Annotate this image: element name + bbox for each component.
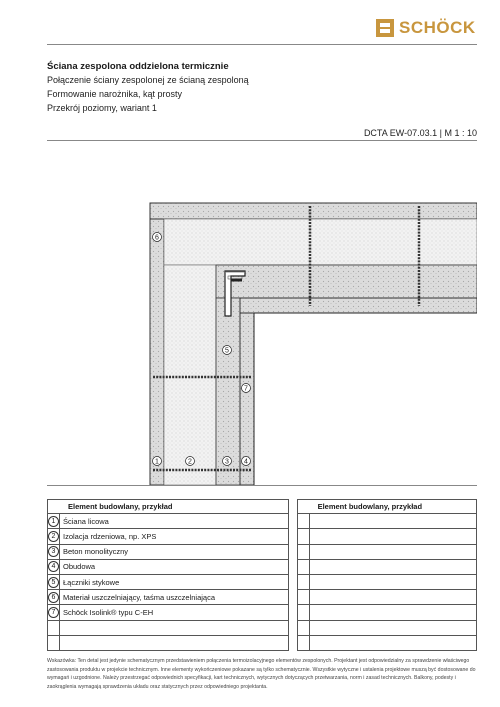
marker-4-label: 4 (244, 458, 248, 466)
facing-wall-left (150, 219, 164, 485)
legend-num: 1 (48, 516, 59, 527)
legend-row-empty (48, 620, 477, 635)
subtitle-connection: Połączenie ściany zespolonej ze ścianą zespoloną (47, 75, 249, 85)
subtitle-section: Przekrój poziomy, wariant 1 (47, 103, 157, 113)
schoeck-logo-icon (376, 19, 394, 37)
legend-row (48, 544, 477, 559)
marker-3-label: 3 (225, 458, 229, 466)
marker-5-label: 5 (225, 347, 229, 355)
drawing-bottom-rule (47, 485, 477, 486)
insulation-top (164, 219, 477, 265)
drawing-reference: DCTA EW-07.03.1 | M 1 : 10 (363, 128, 477, 138)
legend-row (48, 605, 477, 620)
marker-7-label: 7 (244, 385, 248, 393)
legend-num: 7 (48, 607, 59, 618)
legend-num: 4 (48, 561, 59, 572)
insulation-left (164, 265, 216, 485)
brand-name: SCHÖCK (399, 18, 476, 37)
legend-num: 2 (48, 531, 59, 542)
inner-wall-top (240, 298, 477, 313)
marker-2-label: 2 (188, 458, 192, 466)
legend-label: Izolacja rdzeniowa, np. XPS (60, 529, 289, 544)
footnote: Wskazówka: Ten detal jest jedynie schematycznym przedstawieniem połączenia termoizolacyjnego elementów zespolonych. Projektant jest odpowiedzialny za sprawdzenie właściwego zastosowania produktu w projekcie technicznym. Inne elementy wykończeniowe pokazane są tylko schematycznie. Wszystkie wytyczne i ustalenia projektowe muszą być dostosowane do wymagań i uzgodnione. Należy przestrzegać odpowiednich specyfikacji, kart technicznych, wytycznych dotyczących przetwarzania, norm i zasad technicznych. Balkony, podesty i zaokrąglenia wymagają sprawdzenia układu oraz statycznych przez odpowiedniego projektanta. (47, 658, 476, 690)
header-divider (47, 44, 477, 45)
legend-label: Beton monolityczny (60, 544, 289, 559)
page-title: Ściana zespolona oddzielona termicznie (47, 61, 229, 72)
legend-label: Materiał uszczelniający, taśma uszczelniająca (60, 590, 289, 605)
marker-6-label: 6 (155, 234, 159, 242)
legend-row-empty (48, 635, 477, 650)
legend-num: 3 (48, 546, 59, 557)
legend-num: 5 (48, 577, 59, 588)
legend-label: Łączniki stykowe (60, 574, 289, 589)
marker-1-label: 1 (155, 458, 159, 466)
legend-row (48, 514, 477, 529)
concrete-top (216, 265, 477, 298)
section-drawing (47, 140, 477, 485)
legend-table (47, 499, 477, 651)
facing-wall-top (150, 203, 477, 219)
legend-row (48, 590, 477, 605)
legend-label: Ściana licowa (60, 514, 289, 529)
legend-num: 6 (48, 592, 59, 603)
legend-row (48, 559, 477, 574)
legend-row (48, 574, 477, 589)
legend-right-header: Element budowlany, przykład (297, 500, 476, 514)
legend-label: Schöck Isolink® typu C-EH (60, 605, 289, 620)
legend-label: Obudowa (60, 559, 289, 574)
subtitle-corner: Formowanie narożnika, kąt prosty (47, 89, 183, 99)
legend-row (48, 529, 477, 544)
brand-logo (376, 18, 476, 38)
legend-left-header: Element budowlany, przykład (48, 500, 289, 514)
